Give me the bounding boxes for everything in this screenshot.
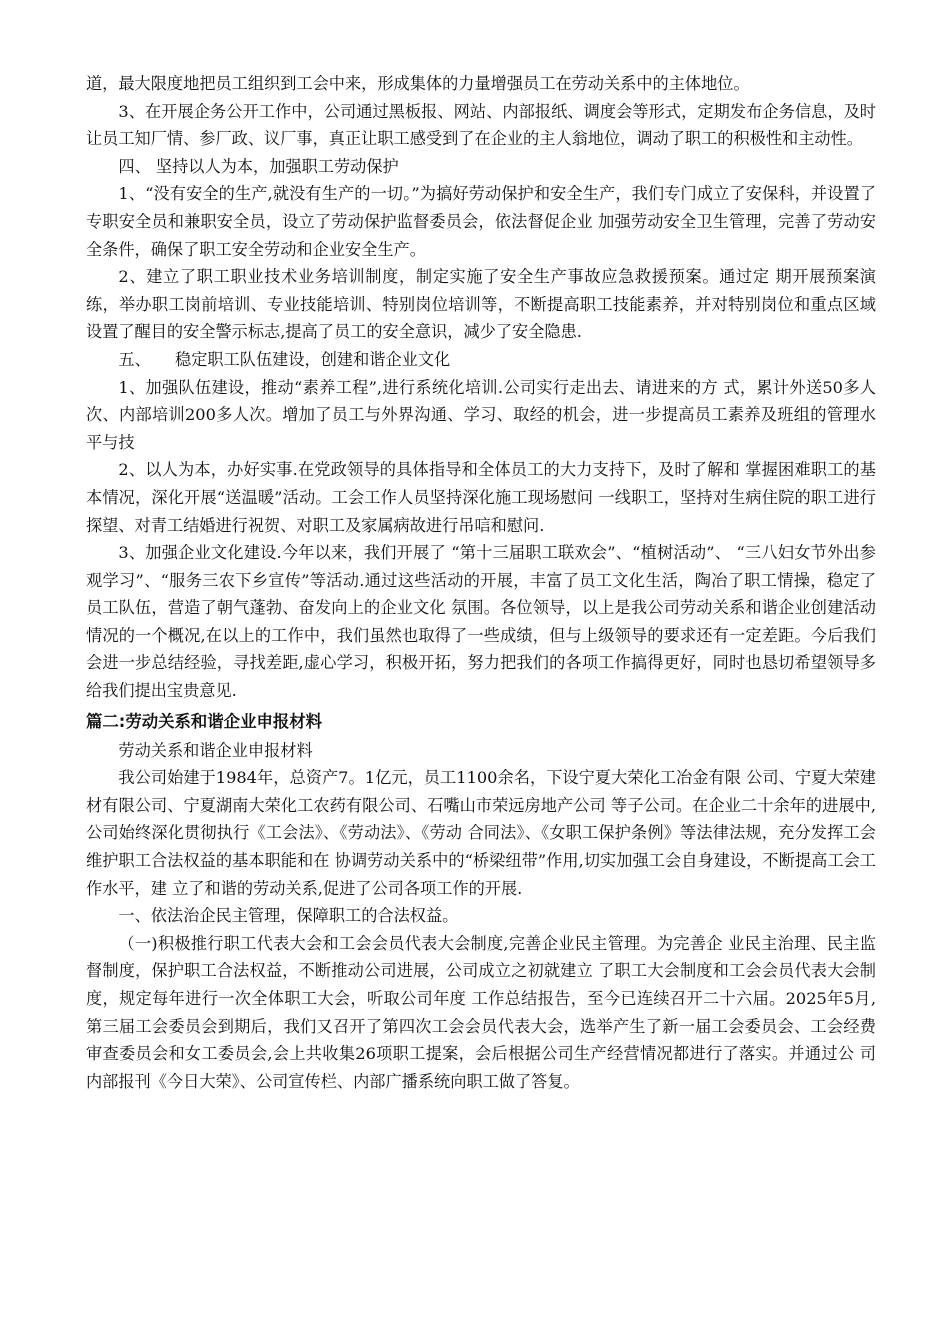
section-subheading: 四、 坚持以人为本，加强职工劳动保护 bbox=[118, 156, 399, 176]
paragraph: 道，最大限度地把员工组织到工会中来，形成集体的力量增强员工在劳动关系中的主体地位。 bbox=[86, 74, 750, 93]
paragraph: 3、在开展企务公开工作中，公司通过黑板报、网站、内部报纸、调度会等形式，定期发布企务信息，及时让员工知厂情、参厂政、议厂事，真正让职工感受到了在企业的主人翁地位，调动了职工的积极性和主动性。 bbox=[86, 101, 876, 149]
paragraph: 我公司始建于1984年，总资产7。1亿元，员工1100余名，下设宁夏大荣化工冶金有限 公司、宁夏大荣建材有限公司、宁夏湖南大荣化工农药有限公司、石嘴山市荣远房地产公司 等子公司。在企业二十余年的进展中,公司始终深化贯彻执行《工会法》、《劳动法》、《劳动 合同法》、《女职工保护条例》等法律法规，充分发挥工会维护职工合法权益的基本职能和在 协调劳动关系中的“桥梁纽带”作用,切实加强工会自身建设，不断提高工会工作水平，建 立了和谐的劳动关系,促进了公司各项工作的开展. bbox=[86, 768, 876, 898]
paragraph: 1、“没有安全的生产,就没有生产的一切。”为搞好劳动保护和安全生产，我们专门成立了安保科，并设置了专职安全员和兼职安全员，设立了劳动保护监督委员会，依法督促企业 加强劳动安全卫生管理，完善了劳动安全条件，确保了职工安全劳动和企业安全生产。 bbox=[86, 184, 876, 259]
paragraph: （一)积极推行职工代表大会和工会会员代表大会制度,完善企业民主管理。为完善企 业民主治理、民主监督制度，保护职工合法权益，不断推动公司进展，公司成立之初就建立 了职工大会制度和工会会员代表大会制度，规定每年进行一次全体职工大会，听取公司年度 工作总结报告，至今已连续召开二十六届。2025年5月,第三届工会委员会到期后，我们又召开了第四次工会会员代表大会，选举产生了新一届工会委员会、工会经费审查委员会和女工委员会,会上共收集26项职工提案，会后根据公司生产经营情况都进行了落实。并通过公 司内部报刊《今日大荣》、公司宣传栏、内部广播系统向职工做了答复。 bbox=[86, 933, 876, 1091]
section-subheading: 五、 稳定职工队伍建设，创建和谐企业文化 bbox=[118, 349, 451, 369]
paragraph: 2、以人为本，办好实事.在党政领导的具体指导和全体员工的大力支持下，及时了解和 掌握困难职工的基本情况，深化开展“送温暖”活动。工会工作人员坚持深化施工现场慰问 一线职工，坚持对生病住院的职工进行探望、对青工结婚进行祝贺、对职工及家属病故进行吊唁和慰问. bbox=[86, 460, 876, 535]
paragraph: 3、加强企业文化建设.今年以来，我们开展了 “第十三届职工联欢会”、“植树活动”、 “三八妇女节外出参观学习”、“服务三农下乡宣传”等活动.通过这些活动的开展，丰富了员工文化生活，陶冶了职工情操，稳定了员工队伍，营造了朝气蓬勃、奋发向上的企业文化 氛围。各位领导，以上是我公司劳动关系和谐企业创建活动情况的一个概况,在以上的工作中，我们虽然也取得了一些成绩，但与上级领导的要求还有一定差距。今后我们会进一步总结经验，寻找差距,虚心学习，积极开拓，努力把我们的各项工作搞得更好，同时也恳切希望领导多给我们提出宝贵意见. bbox=[86, 543, 876, 701]
document-title: 劳动关系和谐企业申报材料 bbox=[118, 740, 313, 760]
paragraph: 2、建立了职工职业技术业务培训制度，制定实施了安全生产事故应急救援预案。通过定 期开展预案演练，举办职工岗前培训、专业技能培训、特别岗位培训等，不断提高职工技能素养，并对特别岗位和重点区域设置了醒目的安全警示标志,提高了员工的安全意识，减少了安全隐患. bbox=[86, 267, 876, 342]
section-subheading: 一、依法治企民主管理，保障职工的合法权益。 bbox=[118, 906, 459, 926]
document-page bbox=[86, 70, 876, 1095]
section-heading: 篇二:劳动关系和谐企业申报材料 bbox=[86, 711, 323, 731]
paragraph: 1、加强队伍建设，推动“素养工程”,进行系统化培训.公司实行走出去、请进来的方 式，累计外送50多人次、内部培训200多人次。增加了员工与外界沟通、学习、取经的机会，进一步提高员工素养及班组的管理水平与技 bbox=[86, 377, 876, 452]
